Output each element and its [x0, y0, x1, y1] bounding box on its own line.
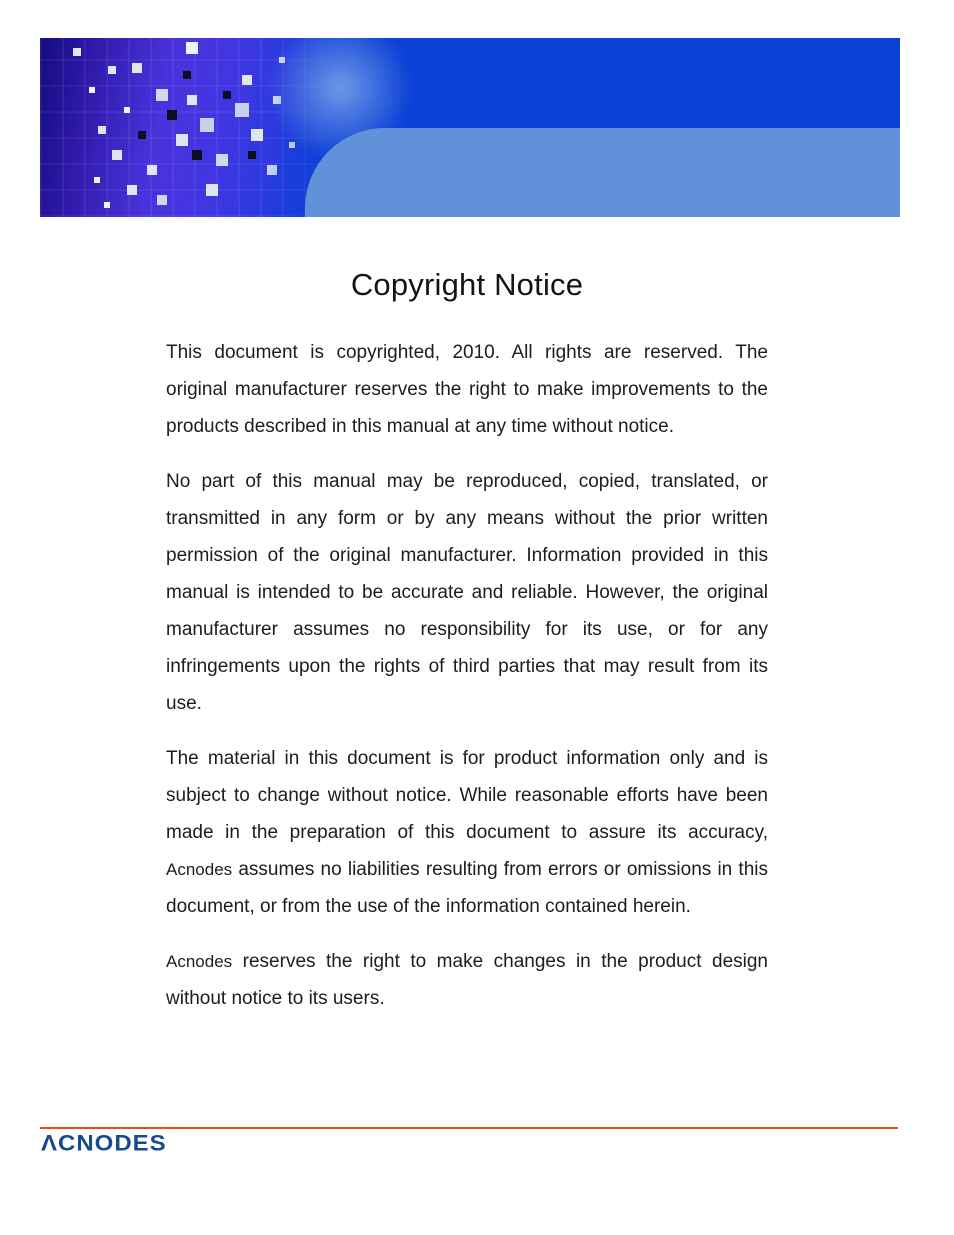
copyright-paragraph-3: [166, 740, 768, 925]
brand-name: Acnodes: [166, 860, 233, 879]
copyright-paragraph-1: This document is copyrighted, 2010. All rights are reserved. The original manufacturer reserves the right to make improvements to the products described in this manual at any time without notice.: [166, 342, 768, 437]
document-content: [166, 217, 768, 1035]
header-banner: [40, 38, 900, 217]
page-title: Copyright Notice: [350, 267, 584, 302]
paragraph-4-text-post: reserves the right to make changes in the product design without notice to its users.: [166, 951, 768, 1009]
copyright-paragraph-4: [166, 943, 768, 1017]
paragraph-3-text-pre: The material in this document is for product information only and is subject to change without notice. While reasonable efforts have been made in the preparation of this document to assure its accuracy,: [166, 748, 768, 843]
footer-rule: [40, 1127, 898, 1129]
copyright-paragraph-2: No part of this manual may be reproduced, copied, translated, or transmitted in any form or by any means without the prior written permission of the original manufacturer. Information provided in this manual is intended to be accurate and reliable. However, the original manufacturer assumes no responsibility for its use, or for any infringements upon the rights of third parties that may result from its use.: [166, 471, 768, 714]
banner-light-band: [305, 128, 900, 217]
acnodes-logo: ΛCNODES: [41, 1131, 167, 1156]
circuit-components-decoration: [40, 38, 44, 42]
paragraph-3-text-post: assumes no liabilities resulting from errors or omissions in this document, or from the use of the information contained herein.: [166, 859, 768, 917]
brand-name: Acnodes: [166, 952, 233, 971]
